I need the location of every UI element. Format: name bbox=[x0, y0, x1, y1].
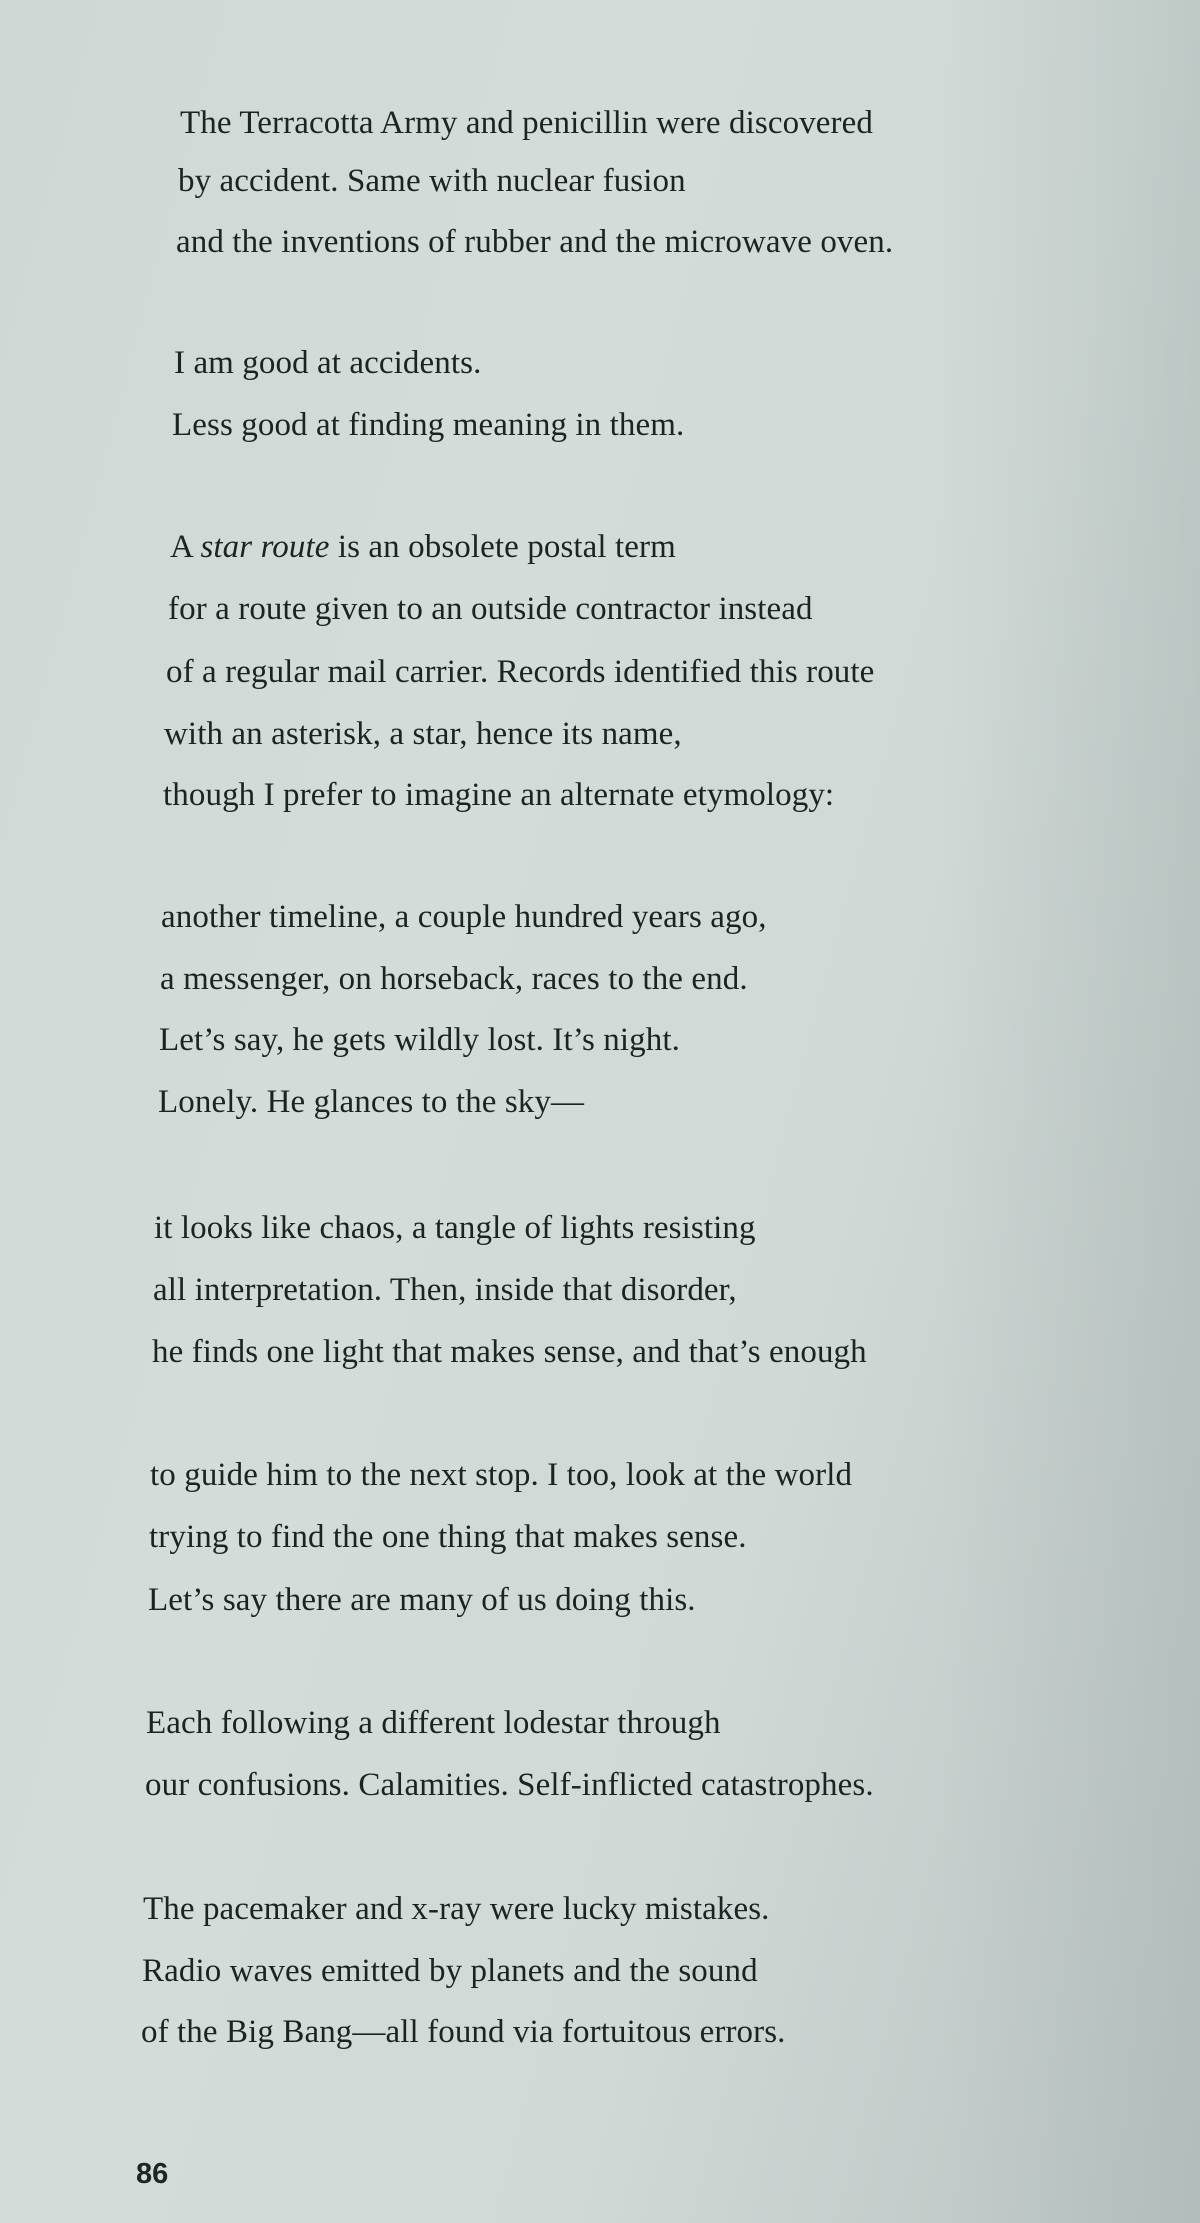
poem-line: Less good at finding meaning in them. bbox=[172, 407, 685, 443]
poem-line: another timeline, a couple hundred years ago, bbox=[161, 899, 767, 935]
poem-line-prefix: A bbox=[170, 529, 201, 565]
poem-line bbox=[170, 527, 676, 567]
poem-line: The Terracotta Army and penicillin were discovered bbox=[180, 105, 873, 141]
poem-line: by accident. Same with nuclear fusion bbox=[178, 163, 686, 199]
poem-line: to guide him to the next stop. I too, look at the world bbox=[150, 1457, 853, 1493]
poem-line: Lonely. He glances to the sky— bbox=[158, 1084, 585, 1120]
poem-line-suffix: is an obsolete postal term bbox=[329, 529, 676, 565]
poem-line: trying to find the one thing that makes sense. bbox=[149, 1519, 747, 1555]
poem-line: I am good at accidents. bbox=[174, 345, 482, 381]
poem-line: he finds one light that makes sense, and that’s enough bbox=[152, 1334, 867, 1370]
poem-line: all interpretation. Then, inside that disorder, bbox=[153, 1272, 737, 1308]
poem-line: of the Big Bang—all found via fortuitous errors. bbox=[141, 2014, 786, 2050]
poem-line: Each following a different lodestar through bbox=[146, 1705, 721, 1741]
poem-line: Let’s say, he gets wildly lost. It’s night. bbox=[159, 1022, 680, 1058]
poem-line: Let’s say there are many of us doing this. bbox=[148, 1582, 696, 1618]
star-route-term: star route bbox=[200, 529, 330, 565]
page-number: 86 bbox=[136, 2158, 169, 2190]
poem-line: The pacemaker and x-ray were lucky mistakes. bbox=[143, 1891, 770, 1927]
poem-line: and the inventions of rubber and the microwave oven. bbox=[176, 224, 894, 260]
poem-line: with an asterisk, a star, hence its name, bbox=[164, 716, 682, 752]
poem-line: it looks like chaos, a tangle of lights resisting bbox=[154, 1210, 756, 1246]
poem-line: though I prefer to imagine an alternate etymology: bbox=[163, 777, 835, 813]
poem-line: a messenger, on horseback, races to the end. bbox=[160, 961, 748, 997]
poem-line: of a regular mail carrier. Records identified this route bbox=[166, 654, 875, 690]
poem-line: for a route given to an outside contractor instead bbox=[168, 591, 813, 627]
poem-line: our confusions. Calamities. Self-inflicted catastrophes. bbox=[145, 1767, 874, 1803]
poem-line: Radio waves emitted by planets and the sound bbox=[142, 1953, 758, 1989]
